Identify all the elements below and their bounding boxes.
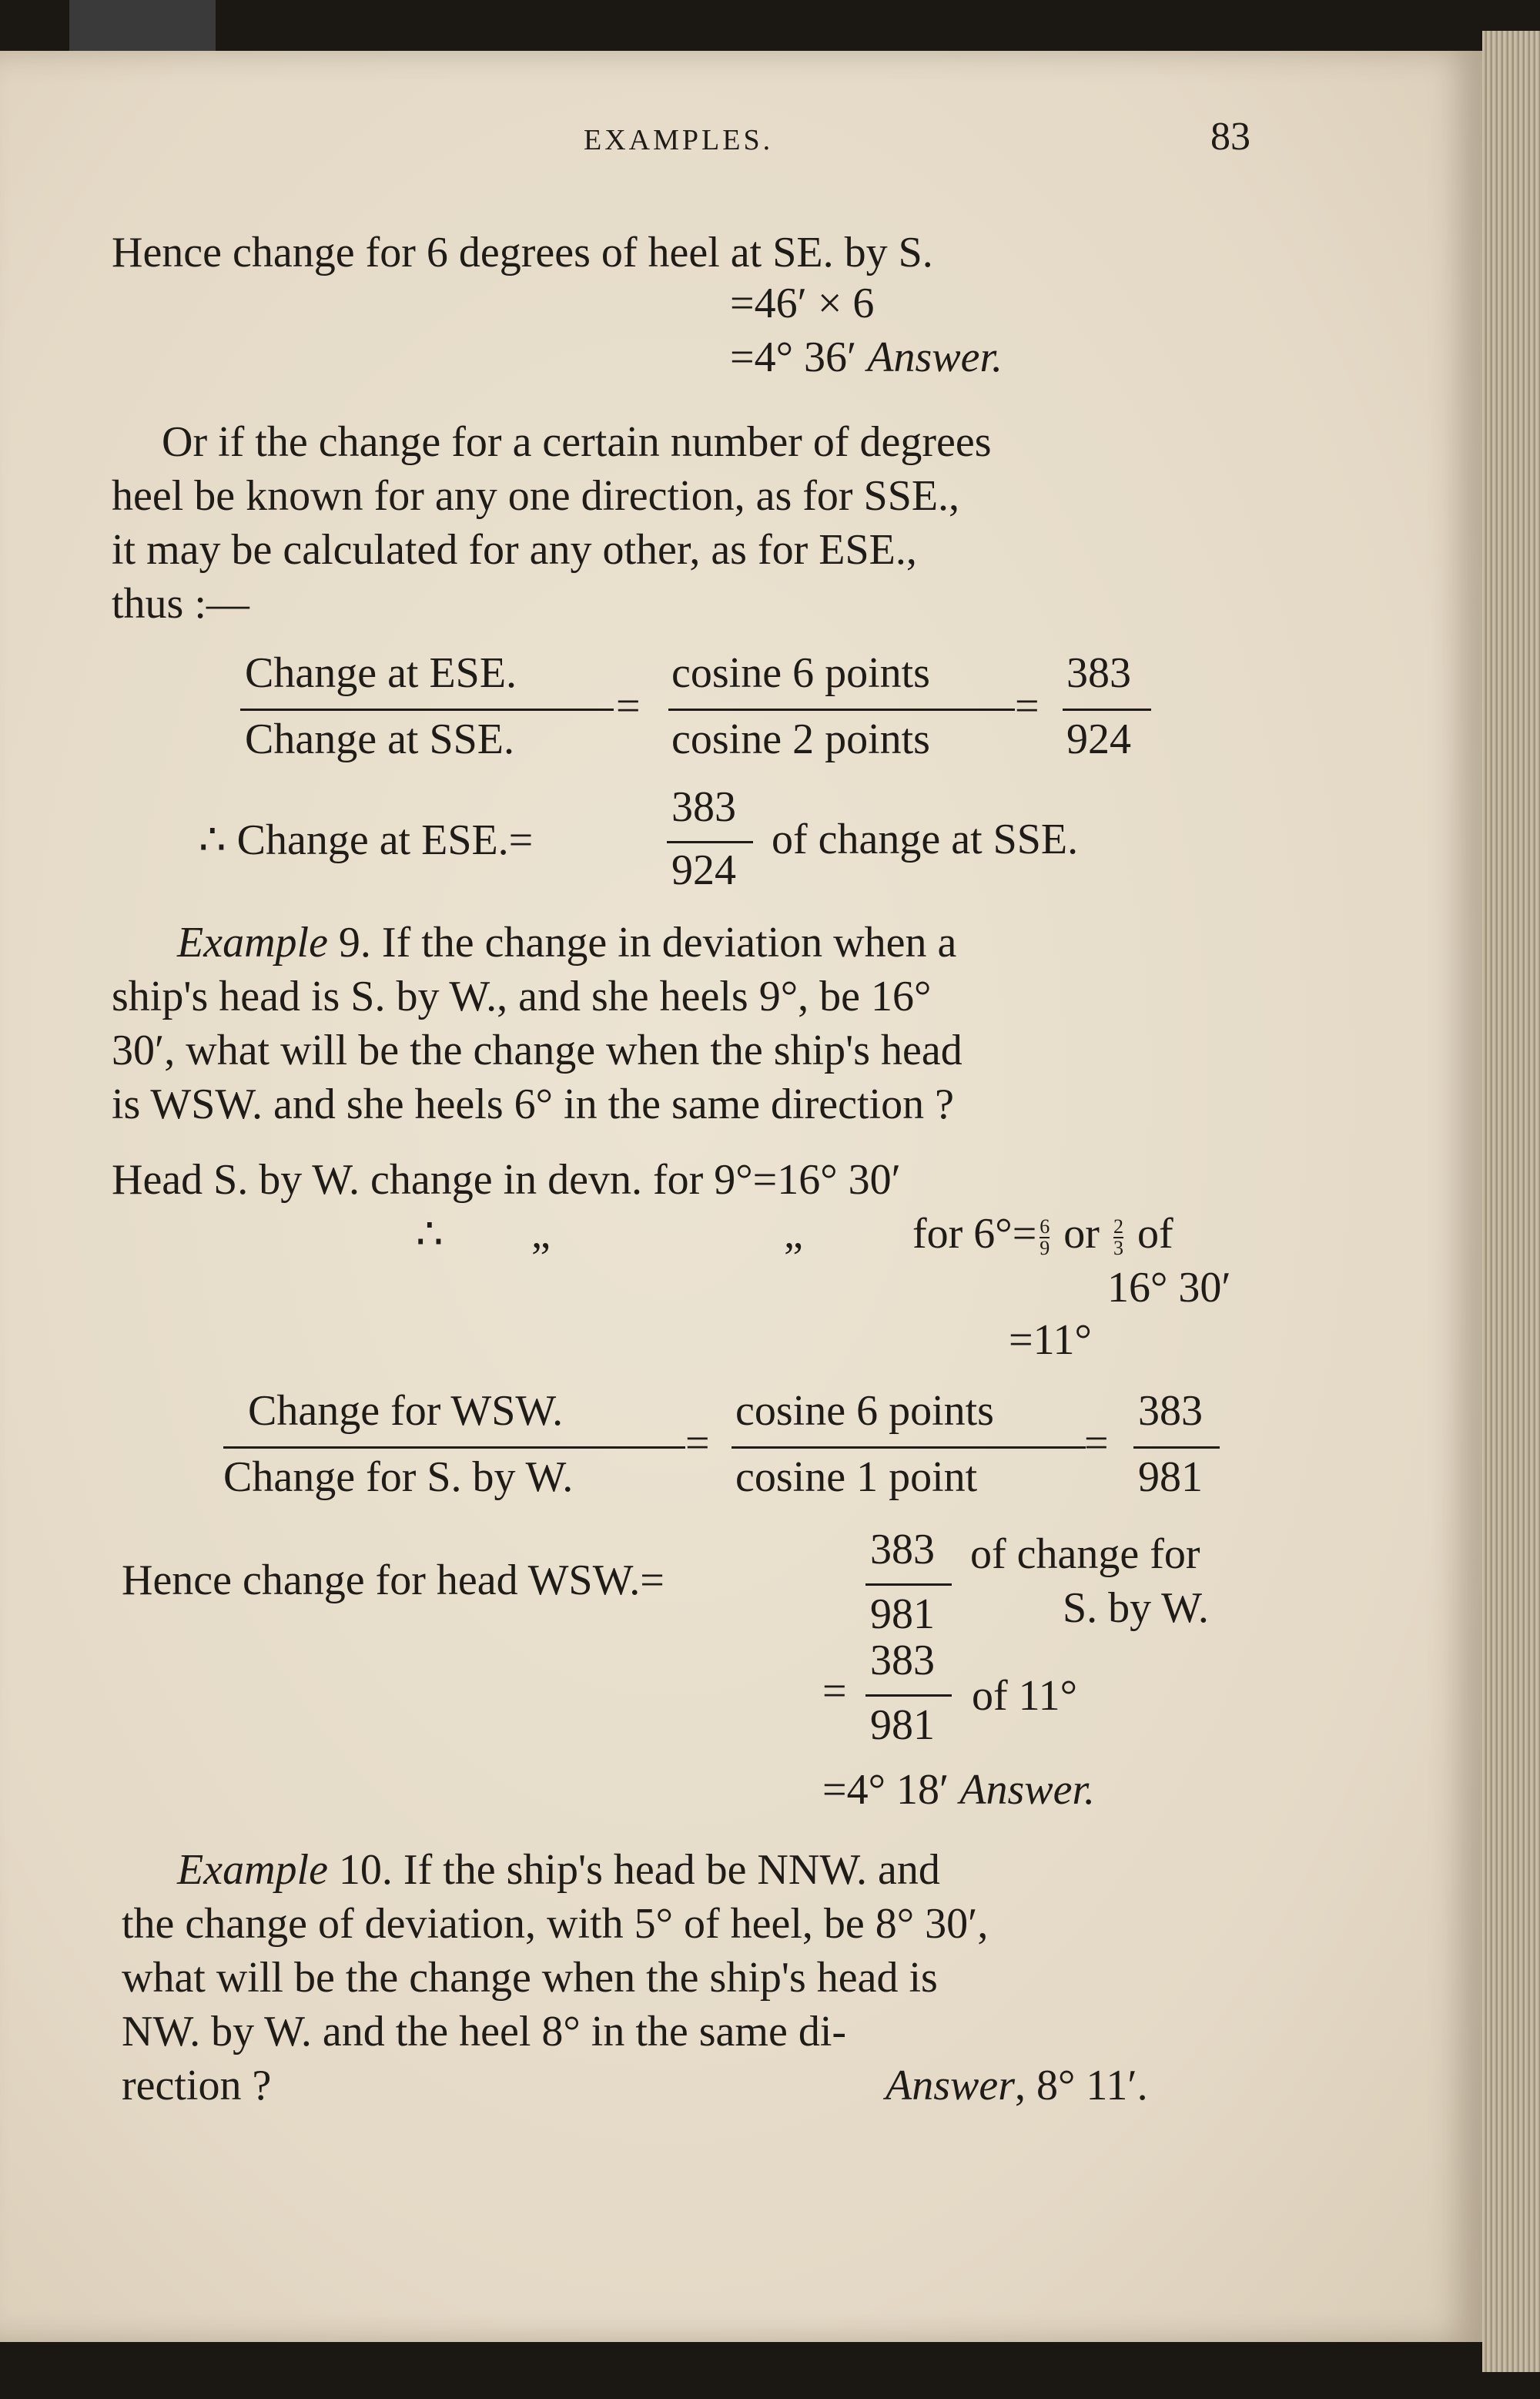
fraction-numerator: 383	[671, 783, 736, 831]
fraction-numerator: cosine 6 points	[671, 649, 930, 697]
fraction-denominator: Change at SSE.	[245, 715, 514, 763]
equation-suffix: S. by W.	[1063, 1584, 1209, 1632]
small-fraction: $\frac{6}{9}$	[1040, 1215, 1050, 1260]
equation-suffix: of change at SSE.	[772, 816, 1079, 863]
running-title: EXAMPLES.	[584, 124, 774, 156]
equals-sign: =	[616, 682, 641, 730]
fraction-numerator: 383	[1066, 649, 1131, 697]
binding-strap	[69, 0, 216, 51]
text-line: thus :—	[112, 580, 249, 628]
fraction-bar	[865, 1583, 952, 1586]
fraction-bar	[223, 1446, 685, 1449]
equation-prefix: Hence change for head WSW.=	[122, 1556, 665, 1604]
therefore-sign: ∴	[416, 1211, 444, 1258]
text-line: is WSW. and she heels 6° in the same direction ?	[112, 1081, 954, 1128]
fraction-bar	[240, 709, 614, 711]
example-line: Example 9. If the change in deviation when a	[177, 919, 957, 967]
fraction-denominator: cosine 1 point	[735, 1453, 978, 1501]
fraction-denominator: Change for S. by W.	[223, 1453, 574, 1501]
equals-sign: =	[685, 1419, 710, 1467]
fraction-numerator: Change for WSW.	[248, 1387, 564, 1435]
equals-sign: =	[822, 1667, 847, 1715]
equation-suffix: of change for	[970, 1530, 1200, 1578]
fraction-denominator: 981	[1138, 1453, 1203, 1501]
equation-line: =4° 36′ Answer.	[730, 333, 1003, 381]
ditto-mark: „	[531, 1210, 551, 1258]
equals-sign: =	[1015, 682, 1040, 730]
text-line: ship's head is S. by W., and she heels 9°, be 16°	[112, 973, 932, 1020]
fraction-bar	[1063, 709, 1151, 711]
text-line: NW. by W. and the heel 8° in the same di-	[122, 2008, 847, 2056]
fraction-numerator: cosine 6 points	[735, 1387, 994, 1435]
fraction-bar	[865, 1694, 952, 1697]
text-line: the change of deviation, with 5° of heel, be 8° 30′,	[122, 1900, 989, 1948]
equation-line: =4° 18′ Answer.	[822, 1766, 1096, 1814]
fraction-numerator: 383	[870, 1637, 935, 1684]
answer-line: Answer, 8° 11′.	[886, 2062, 1148, 2109]
calc-line: 16° 30′	[1107, 1264, 1231, 1312]
equation-prefix: ∴ Change at ESE.=	[199, 816, 534, 864]
text-line: Hence change for 6 degrees of heel at SE. by S.	[112, 229, 933, 276]
equation-line: =46′ × 6	[730, 280, 875, 327]
fraction-bar	[732, 1446, 1086, 1449]
fraction-denominator: cosine 2 points	[671, 715, 930, 763]
calc-line: Head S. by W. change in devn. for 9°=16° 30′	[112, 1156, 901, 1204]
example-label: Example	[177, 919, 328, 967]
answer-label: Answer	[886, 2062, 1015, 2109]
small-fraction: $\frac{2}{3}$	[1113, 1215, 1123, 1260]
example-label: Example	[177, 1846, 328, 1894]
fraction-denominator: 924	[671, 846, 736, 894]
calc-fraction-line: for 6°= $\frac{6}{9}$ or $\frac{2}{3}$ of	[912, 1210, 1173, 1260]
answer-label: Answer.	[867, 333, 1003, 381]
fraction-bar	[1133, 1446, 1220, 1449]
fraction-denominator: 924	[1066, 715, 1131, 763]
text-line: it may be calculated for any other, as for ESE.,	[112, 526, 917, 574]
text-line: Or if the change for a certain number of degrees	[162, 418, 992, 466]
equation-suffix: of 11°	[972, 1672, 1077, 1720]
fraction-bar	[668, 709, 1015, 711]
text-line: what will be the change when the ship's head is	[122, 1954, 938, 2002]
fraction-denominator: 981	[870, 1701, 935, 1749]
fraction-numerator: 383	[1138, 1387, 1203, 1435]
text-line: heel be known for any one direction, as for SSE.,	[112, 472, 960, 520]
page-edges	[1482, 31, 1540, 2372]
page-number: 83	[1210, 115, 1250, 159]
fraction-bar	[667, 841, 753, 843]
calc-line: =11°	[1009, 1316, 1092, 1364]
equals-sign: =	[1084, 1419, 1109, 1467]
fraction-denominator: 981	[870, 1590, 935, 1638]
fraction-numerator: Change at ESE.	[245, 649, 517, 697]
text-line: rection ?	[122, 2062, 272, 2109]
ditto-mark: „	[784, 1210, 803, 1258]
fraction-numerator: 383	[870, 1526, 935, 1573]
answer-label: Answer.	[959, 1766, 1096, 1814]
text-line: 30′, what will be the change when the ship's head	[112, 1027, 962, 1074]
example-line: Example 10. If the ship's head be NNW. and	[177, 1846, 940, 1894]
